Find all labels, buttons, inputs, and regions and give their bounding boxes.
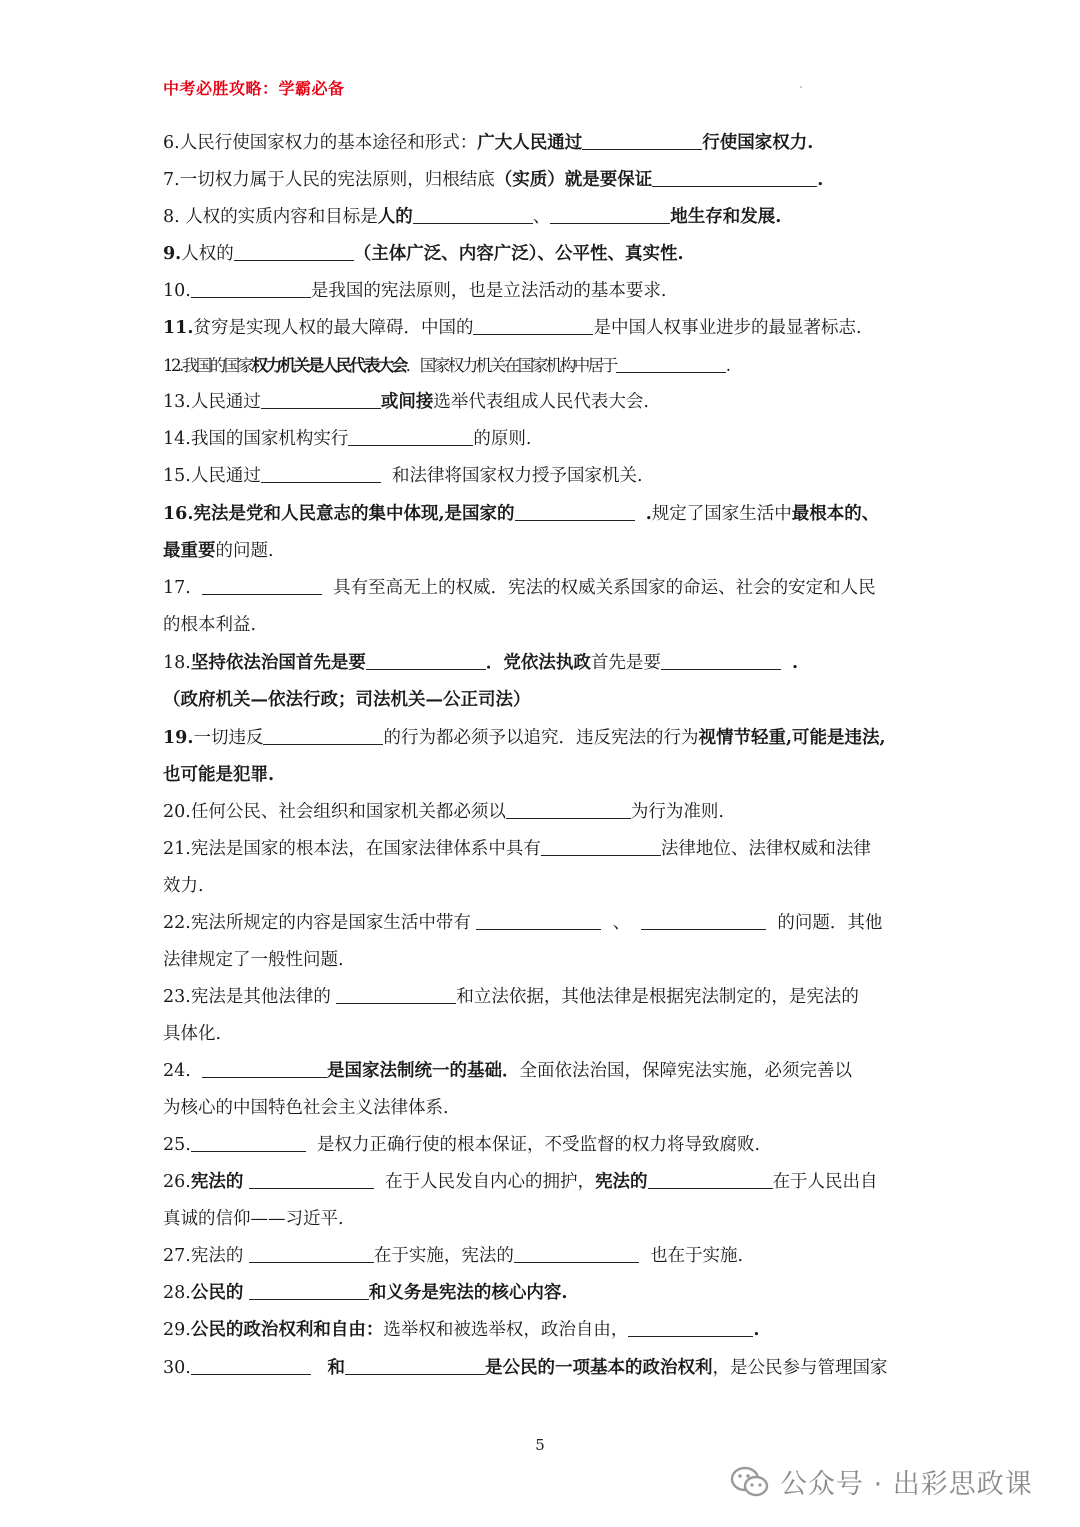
answer-blank[interactable] [473,314,593,335]
answer-blank[interactable] [249,1242,374,1263]
answer-blank[interactable] [582,129,702,150]
question-16: 16.宪法是党和人民意志的集中体现,是国家的 .规定了国家生活中最根本的、 [163,496,923,533]
question-21-cont: 效力. [163,876,204,896]
page-header: 中考必胜攻略：学霸必备 [163,79,345,98]
question-8: 8. 人权的实质内容和目标是人的 、 地生存和发展. [163,199,923,236]
answer-blank[interactable] [628,1316,753,1337]
answer-blank[interactable] [202,574,322,595]
question-22: 22.宪法所规定的内容是国家生活中带有 、 的问题．其他 [163,905,923,942]
question-29: 29.公民的政治权利和自由：选举权和被选举权，政治自由， . [163,1312,923,1349]
question-10: 10. 是我国的宪法原则，也是立法活动的基本要求. [163,273,923,310]
question-6: 6.人民行使国家权力的基本途径和形式：广大人民通过 行使国家权力. [163,125,923,162]
answer-blank[interactable] [413,203,533,224]
question-11: 11.贫穷是实现人权的最大障碍．中国的 是中国人权事业进步的最显著标志. [163,310,923,347]
answer-blank[interactable] [541,835,661,856]
answer-blank[interactable] [366,649,486,670]
answer-blank[interactable] [191,1354,311,1375]
answer-blank[interactable] [263,724,383,745]
question-19: 19.一切违反 的行为都必须予以追究．违反宪法的行为视情节轻重,可能是违法, [163,720,923,757]
watermark [730,1462,1033,1501]
page-number: 5 [535,1436,545,1454]
question-24: 24. 是国家法制统一的基础．全面依法治国，保障宪法实施，必须完善以 [163,1053,923,1090]
question-18: 18.坚持依法治国首先是要 ．党依法执政首先是要 . [163,645,923,682]
answer-blank[interactable] [348,425,473,446]
question-16-cont: 最重要的问题. [163,541,274,561]
answer-blank[interactable] [336,983,456,1004]
answer-blank[interactable] [515,500,635,521]
question-12: 12.我国的国家权力机关是人民代表大会．国家权力机关在国家机构中居于 . [163,347,923,384]
answer-blank[interactable] [249,1279,369,1300]
answer-blank[interactable] [261,462,381,483]
question-9: 9.人权的 （主体广泛、内容广泛）、公平性、真实性. [163,236,923,273]
answer-blank[interactable] [249,1168,374,1189]
watermark-text: 公众号 · 出彩思政课 [780,1469,1033,1500]
question-24-cont: 为核心的中国特色社会主义法律体系. [163,1098,449,1118]
answer-blank[interactable] [506,798,631,819]
answer-blank[interactable] [202,1057,327,1078]
answer-blank[interactable] [652,166,817,187]
decorative-dot [800,86,802,88]
question-17: 17. 具有至高无上的权威．宪法的权威关系国家的命运、社会的安定和人民 [163,570,923,607]
question-15: 15.人民通过 和法律将国家权力授予国家机关. [163,458,923,495]
answer-blank[interactable] [514,1242,639,1263]
answer-blank[interactable] [234,240,354,261]
question-28: 28.公民的 和义务是宪法的核心内容. [163,1275,923,1312]
question-26: 26.宪法的 在于人民发自内心的拥护，宪法的 在于人民出自 [163,1164,923,1201]
question-20: 20.任何公民、社会组织和国家机关都必须以 为行为准则. [163,794,923,831]
answer-blank[interactable] [648,1168,773,1189]
question-27: 27.宪法的 在于实施，宪法的 也在于实施. [163,1238,923,1275]
question-21: 21.宪法是国家的根本法，在国家法律体系中具有 法律地位、法律权威和法律 [163,831,923,868]
question-22-cont: 法律规定了一般性问题. [163,950,344,970]
question-30: 30. 和 是公民的一项基本的政治权利，是公民参与管理国家 [163,1350,923,1387]
answer-blank[interactable] [476,909,601,930]
wechat-icon [730,1465,770,1499]
question-14: 14.我国的国家机构实行 的原则. [163,421,923,458]
question-25: 25. 是权力正确行使的根本保证，不受监督的权力将导致腐败. [163,1127,923,1164]
question-17-cont: 的根本利益. [163,615,257,635]
question-19-cont: 也可能是犯罪. [163,765,275,785]
answer-blank[interactable] [550,203,670,224]
answer-blank[interactable] [191,1131,306,1152]
answer-blank[interactable] [191,277,311,298]
question-18-note: （政府机关—依法行政；司法机关—公正司法） [163,690,531,710]
question-7: 7.一切权力属于人民的宪法原则，归根结底（实质）就是要保证 . [163,162,923,199]
question-23-cont: 具体化. [163,1024,222,1044]
answer-blank[interactable] [616,352,726,373]
answer-blank[interactable] [261,388,381,409]
answer-blank[interactable] [345,1354,485,1375]
question-26-cont: 真诚的信仰——习近平. [163,1209,344,1229]
question-23: 23.宪法是其他法律的 和立法依据，其他法律是根据宪法制定的，是宪法的 [163,979,923,1016]
answer-blank[interactable] [641,909,766,930]
question-13: 13.人民通过 或间接选举代表组成人民代表大会. [163,384,923,421]
answer-blank[interactable] [661,649,781,670]
